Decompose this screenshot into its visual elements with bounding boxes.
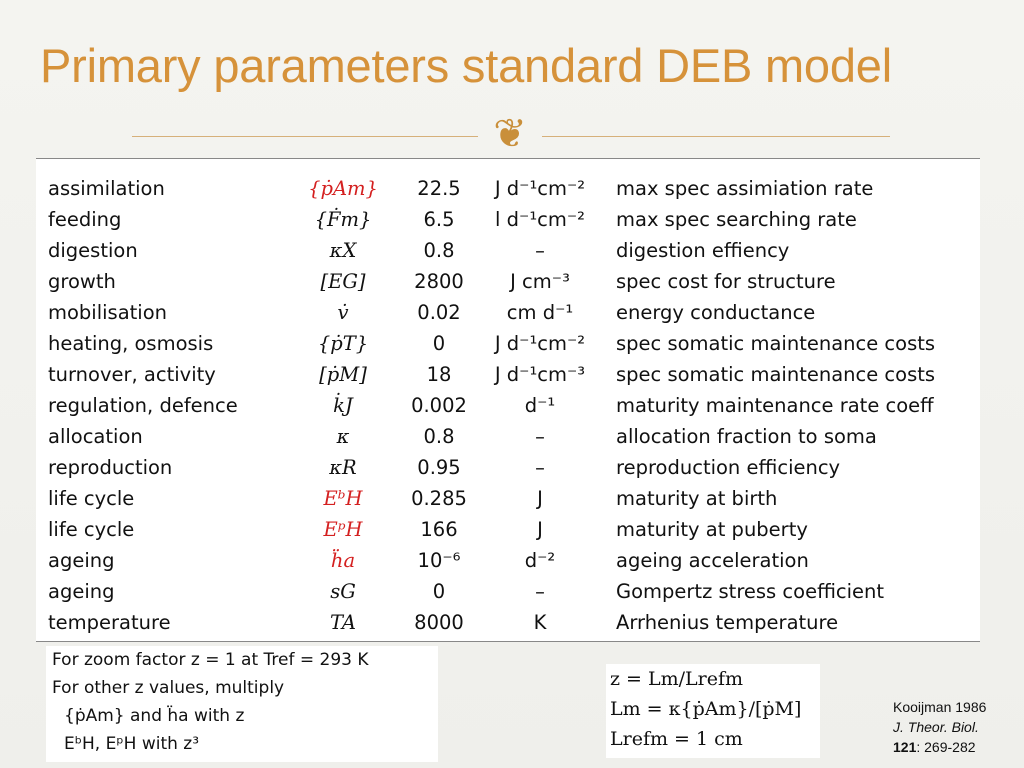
table-row <box>36 390 980 421</box>
citation-volume: 121 <box>893 739 917 755</box>
parameter-unit: cm d⁻¹ <box>506 301 574 324</box>
parameter-unit: J d⁻¹cm⁻² <box>494 332 586 355</box>
parameter-table-body <box>36 173 980 638</box>
parameter-description: digestion effiency <box>616 239 790 262</box>
parameter-description: max spec searching rate <box>616 208 857 231</box>
citation-author: Kooijman 1986 <box>893 699 987 715</box>
parameter-name: turnover, activity <box>48 363 216 386</box>
zoom-factor-note <box>46 646 438 762</box>
parameter-description: maturity at puberty <box>616 518 808 541</box>
note-line: {ṗAm} and ḧa with z <box>64 706 245 726</box>
parameter-description: maturity at birth <box>616 487 778 510</box>
table-row <box>36 514 980 545</box>
parameter-name: allocation <box>48 425 143 448</box>
parameter-symbol: EᵇH <box>323 487 363 510</box>
parameter-symbol: v̇ <box>337 301 349 324</box>
parameter-value: 0.02 <box>417 301 461 324</box>
parameter-table <box>36 158 980 642</box>
table-row <box>36 297 980 328</box>
parameter-symbol: κR <box>329 456 357 479</box>
parameter-value: 0.8 <box>423 425 455 448</box>
parameter-name: growth <box>48 270 116 293</box>
parameter-value: 0.8 <box>423 239 455 262</box>
parameter-name: life cycle <box>48 518 135 541</box>
table-row <box>36 483 980 514</box>
table-row <box>36 576 980 607</box>
parameter-name: temperature <box>48 611 171 634</box>
table-row <box>36 359 980 390</box>
table-row <box>36 173 980 204</box>
parameter-name: ageing <box>48 549 115 572</box>
parameter-description: Arrhenius temperature <box>616 611 839 634</box>
parameter-value: 0 <box>432 332 446 355</box>
parameter-symbol: {ṗT} <box>317 332 369 355</box>
parameter-symbol: EᵖH <box>323 518 363 541</box>
table-row <box>36 328 980 359</box>
parameter-name: heating, osmosis <box>48 332 214 355</box>
parameter-description: energy conductance <box>616 301 816 324</box>
parameter-name: assimilation <box>48 177 165 200</box>
table-row <box>36 421 980 452</box>
parameter-symbol: TA <box>329 611 357 634</box>
parameter-value: 18 <box>426 363 452 386</box>
table-row <box>36 607 980 638</box>
table-row <box>36 266 980 297</box>
parameter-description: spec cost for structure <box>616 270 836 293</box>
table-row <box>36 452 980 483</box>
parameter-value: 166 <box>420 518 458 541</box>
parameter-description: reproduction efficiency <box>616 456 841 479</box>
parameter-name: life cycle <box>48 487 135 510</box>
parameter-symbol: [ṗM] <box>319 363 367 386</box>
parameter-symbol: {ṗAm} <box>308 177 378 200</box>
parameter-name: feeding <box>48 208 122 231</box>
parameter-description: max spec assimiation rate <box>616 177 874 200</box>
parameter-value: 10⁻⁶ <box>417 549 461 572</box>
citation-volume-line <box>893 737 986 757</box>
parameter-value: 6.5 <box>423 208 455 231</box>
parameter-value: 0.002 <box>411 394 467 417</box>
parameter-description: spec somatic maintenance costs <box>616 363 936 386</box>
parameter-value: 0.285 <box>411 487 467 510</box>
parameter-unit: – <box>535 425 545 448</box>
parameter-description: spec somatic maintenance costs <box>616 332 936 355</box>
fleuron-icon: ❦ <box>493 111 527 157</box>
title-divider-right <box>542 136 890 137</box>
length-formula-box <box>606 664 820 758</box>
parameter-unit: – <box>535 456 545 479</box>
note-line: For other z values, multiply <box>52 678 285 698</box>
parameter-description: maturity maintenance rate coeff <box>616 394 934 417</box>
parameter-value: 8000 <box>414 611 464 634</box>
parameter-symbol: ḧa <box>330 549 356 572</box>
formula-line: z = Lm/Lrefm <box>610 668 744 690</box>
parameter-symbol: κ <box>336 425 350 448</box>
parameter-name: ageing <box>48 580 115 603</box>
parameter-unit: J <box>537 487 543 510</box>
parameter-symbol: sG <box>330 580 356 603</box>
parameter-unit: J cm⁻³ <box>510 270 570 293</box>
parameter-name: mobilisation <box>48 301 168 324</box>
parameter-unit: l d⁻¹cm⁻² <box>495 208 585 231</box>
table-row <box>36 545 980 576</box>
parameter-name: regulation, defence <box>48 394 238 417</box>
parameter-symbol: [EG] <box>320 270 366 293</box>
parameter-unit: J d⁻¹cm⁻³ <box>494 363 586 386</box>
parameter-value: 0.95 <box>417 456 461 479</box>
parameter-name: digestion <box>48 239 138 262</box>
parameter-unit: J d⁻¹cm⁻² <box>494 177 586 200</box>
parameter-symbol: {Ḟm} <box>314 208 372 231</box>
parameter-value: 22.5 <box>417 177 461 200</box>
formula-line: Lm = κ{ṗAm}/[ṗM] <box>610 698 802 720</box>
title-divider-left <box>132 136 478 137</box>
formula-line: Lrefm = 1 cm <box>610 728 743 750</box>
note-line: For zoom factor z = 1 at Tref = 293 K <box>52 650 369 670</box>
parameter-unit: K <box>533 611 547 634</box>
parameter-unit: – <box>535 580 545 603</box>
parameter-description: allocation fraction to soma <box>616 425 877 448</box>
citation <box>893 697 986 757</box>
parameter-unit: – <box>535 239 545 262</box>
citation-journal: J. Theor. Biol. <box>893 719 979 735</box>
parameter-description: Gompertz stress coefficient <box>616 580 885 603</box>
parameter-unit: d⁻¹ <box>524 394 556 417</box>
parameter-symbol: κX <box>329 239 357 262</box>
parameter-symbol: k̇J <box>333 394 353 417</box>
parameter-name: reproduction <box>48 456 173 479</box>
slide-title: Primary parameters standard DEB model <box>40 39 892 92</box>
citation-pages: : 269-282 <box>916 739 976 755</box>
table-row <box>36 204 980 235</box>
parameter-value: 2800 <box>414 270 464 293</box>
parameter-unit: d⁻² <box>524 549 556 572</box>
parameter-description: ageing acceleration <box>616 549 809 572</box>
parameter-unit: J <box>537 518 543 541</box>
table-row <box>36 235 980 266</box>
parameter-value: 0 <box>432 580 446 603</box>
note-line: EᵇH, EᵖH with z³ <box>64 734 200 754</box>
